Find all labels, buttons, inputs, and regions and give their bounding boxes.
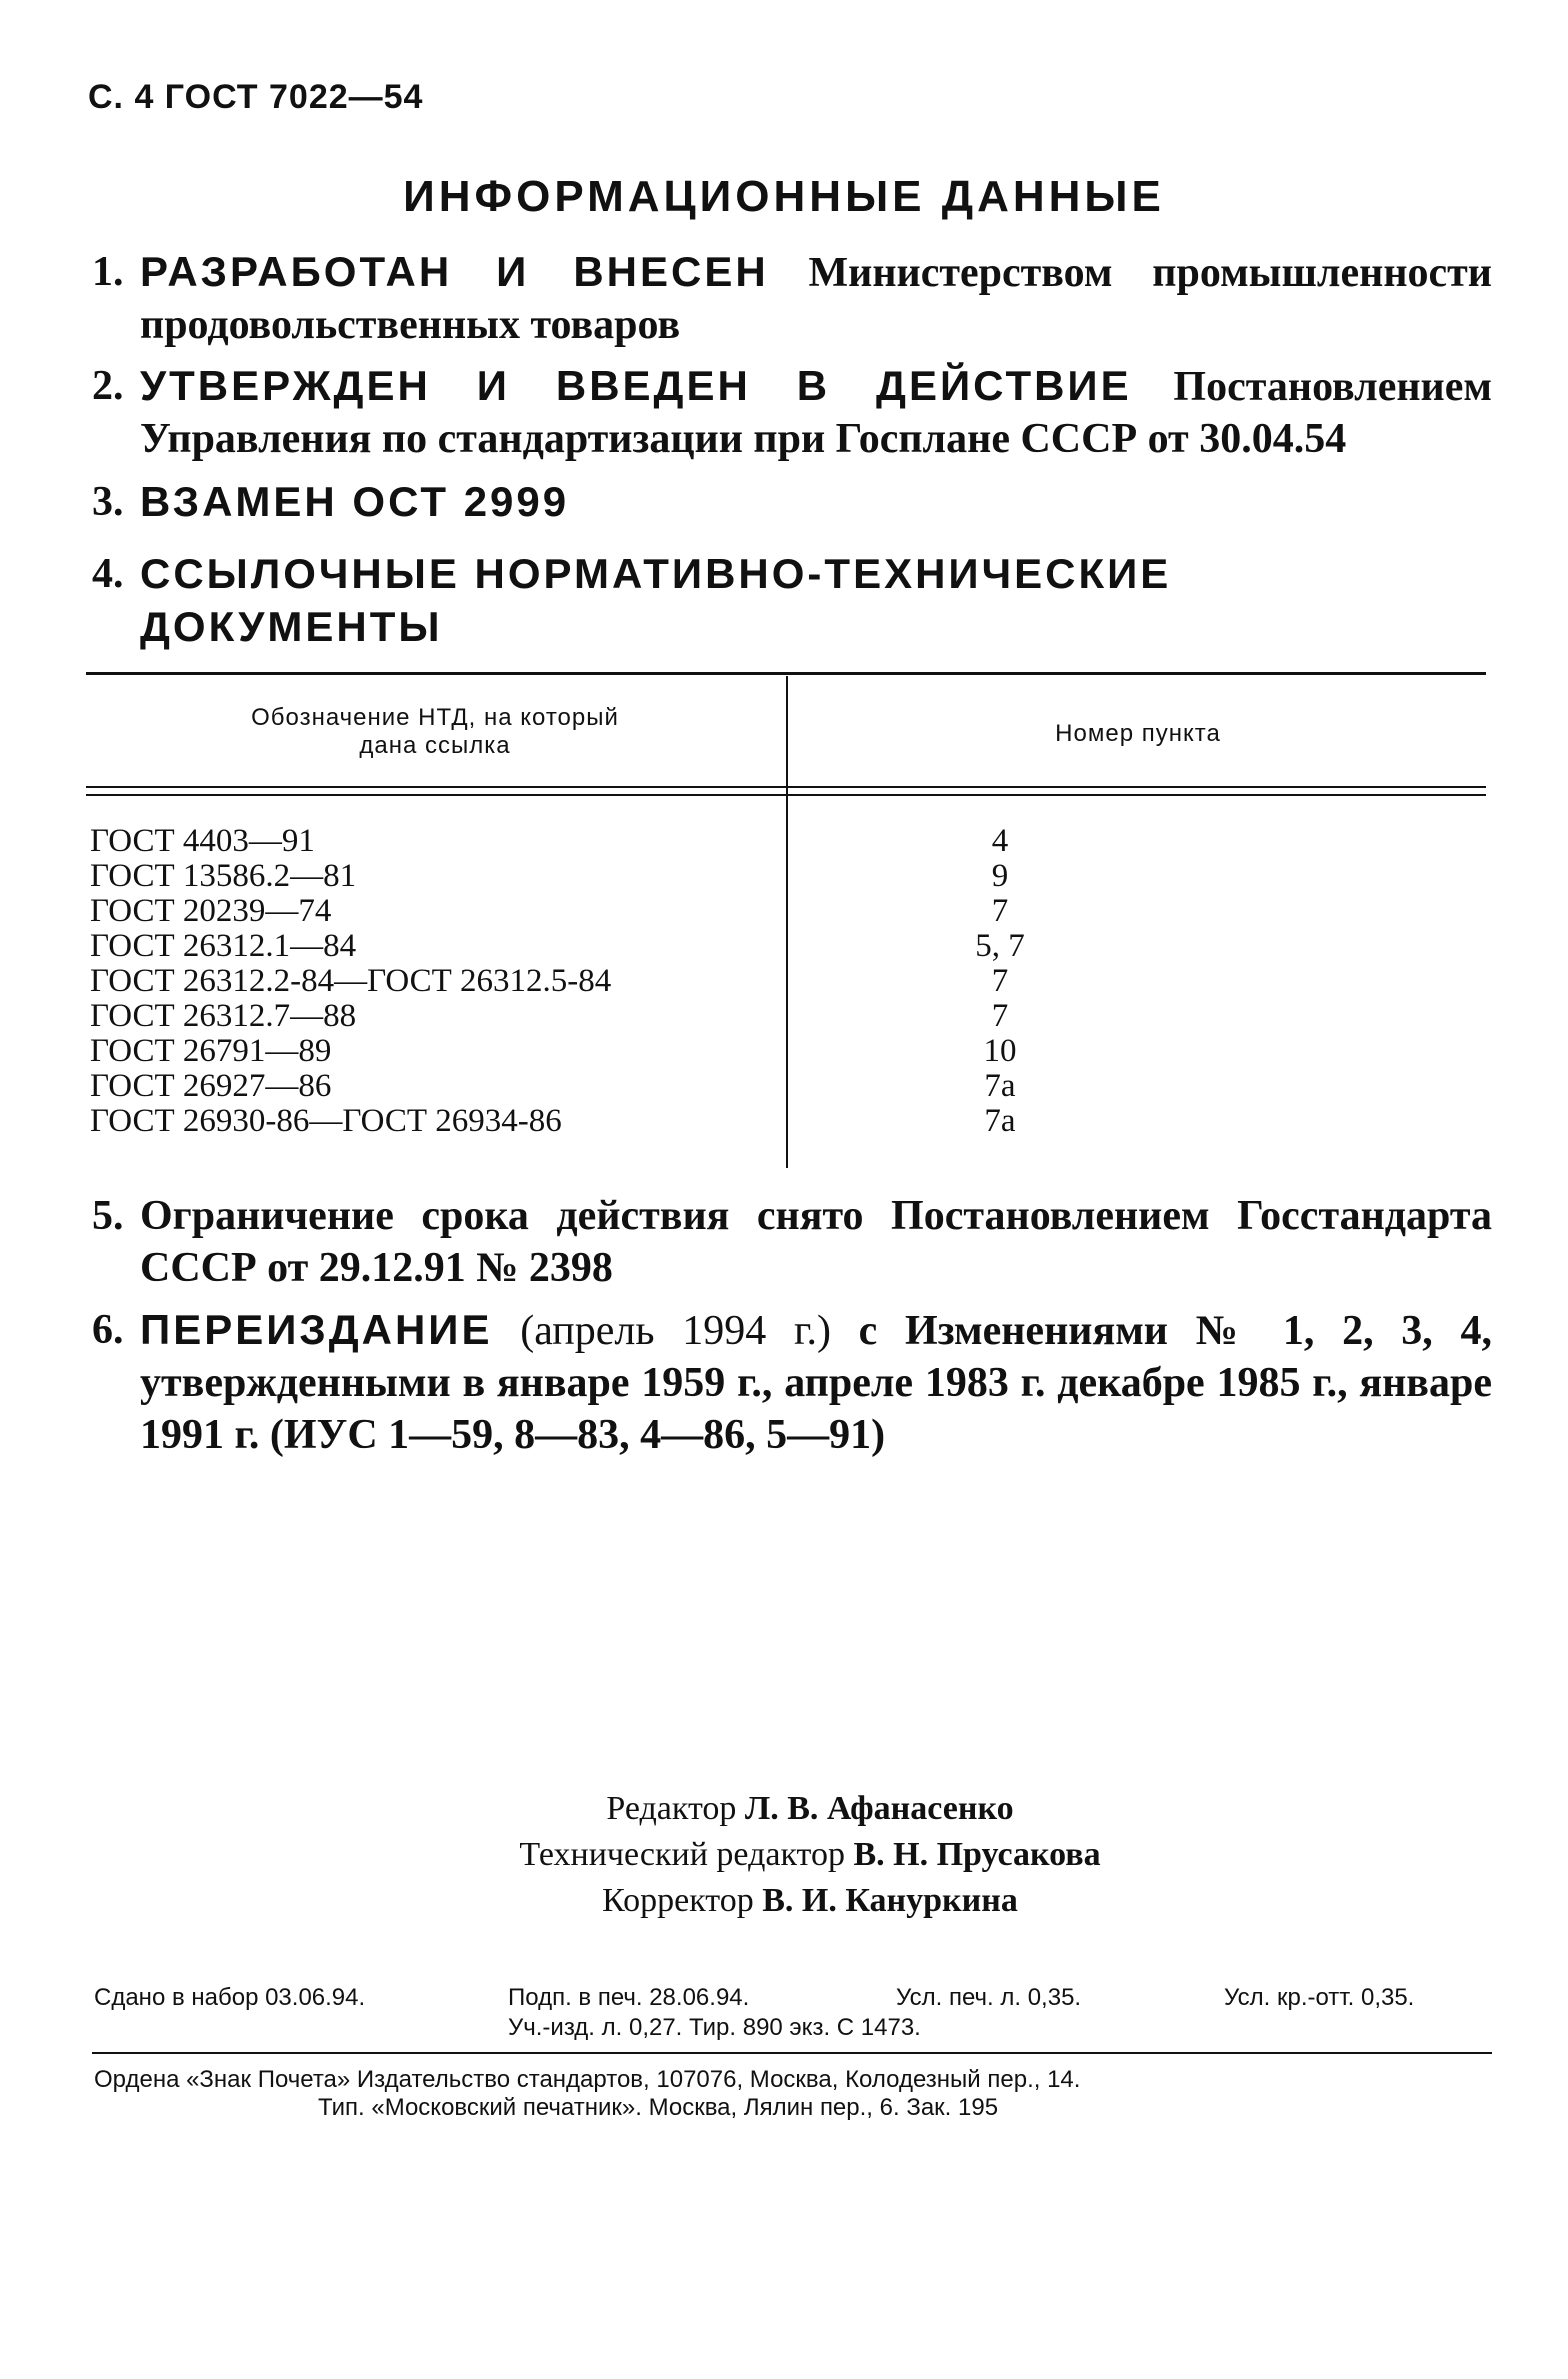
item-text: с Изменениями № 1, 2, 3, 4, утвержденными в январе 1959 г., апреле 1983 г. декабре 1985 г., январе 1991 г. (ИУС 1—59, 8—83, 4—86, 5—91) [140,1308,1493,1458]
item-lead: ПЕРЕИЗДАНИЕ [140,1306,493,1353]
table-row [90,1104,1440,1139]
item-number: 6. [92,1307,124,1353]
credit-role: Технический редактор [519,1836,845,1873]
table-row [90,1069,1440,1104]
clause-cell: 7а [984,1068,1016,1104]
credit-name: В. И. Кануркина [762,1882,1018,1919]
doc-cell: ГОСТ 26312.7—88 [90,998,357,1034]
table-row [90,929,1440,964]
doc-cell: ГОСТ 26791—89 [90,1033,332,1069]
credit-role: Корректор [602,1882,754,1919]
info-item-1 [92,246,1492,351]
table-header-rule-2 [86,794,1486,796]
doc-cell: ГОСТ 20239—74 [90,893,332,929]
credit-proofreader [440,1878,1180,1924]
imprint-color-prints: Усл. кр.-отт. 0,35. [1224,1984,1415,2011]
imprint-signed: Подп. в печ. 28.06.94. [508,1984,750,2011]
table-header-rule-1 [86,786,1486,788]
info-item-3 [92,476,1492,529]
info-item-2 [92,360,1492,465]
imprint-submitted: Сдано в набор 03.06.94. [94,1984,366,2011]
table-header-document [90,704,780,760]
imprint-publisher-sheets: Уч.-изд. л. 0,27. Тир. 890 экз. С 1473. [508,2014,921,2041]
header-line: дана ссылка [359,732,511,759]
imprint-rule [92,2052,1492,2054]
item-number: 1. [92,249,124,295]
doc-cell: ГОСТ 4403—91 [90,823,315,859]
clause-cell: 7а [984,1103,1016,1139]
table-row [90,894,1440,929]
info-item-4 [92,548,1492,654]
item-lead: ССЫЛОЧНЫЕ НОРМАТИВНО-ТЕХНИЧЕСКИЕ ДОКУМЕНТЫ [140,550,1172,650]
clause-cell: 10 [983,1033,1017,1069]
item-lead: РАЗРАБОТАН И ВНЕСЕН [140,248,769,295]
credit-name: В. Н. Прусакова [853,1836,1101,1873]
credit-role: Редактор [606,1790,737,1827]
clause-cell: 7 [991,963,1009,999]
clause-cell: 7 [991,893,1009,929]
table-body [90,824,1440,1139]
clause-cell: 9 [991,858,1009,894]
table-row [90,999,1440,1034]
clause-cell: 4 [991,823,1009,859]
imprint-print-sheets: Усл. печ. л. 0,35. [896,1984,1082,2011]
imprint-publisher: Ордена «Знак Почета» Издательство стандартов, 107076, Москва, Колодезный пер., 14. [94,2066,1081,2093]
info-item-6 [92,1304,1492,1461]
doc-cell: ГОСТ 26930-86—ГОСТ 26934-86 [90,1103,562,1139]
item-text: Министерством промышленности продовольственных товаров [140,250,1492,348]
item-date: (апрель 1994 г.) [520,1308,831,1354]
item-text: Ограничение срока действия снято Постановлением Госстандарта СССР от 29.12.91 № 2398 [140,1193,1492,1291]
credit-editor [440,1786,1180,1832]
doc-cell: ГОСТ 26927—86 [90,1068,332,1104]
clause-cell: 5, 7 [975,928,1025,964]
table-row [90,859,1440,894]
doc-cell: ГОСТ 26312.1—84 [90,928,357,964]
doc-cell: ГОСТ 26312.2-84—ГОСТ 26312.5-84 [90,963,612,999]
credits-block [440,1786,1180,1924]
running-head: С. 4 ГОСТ 7022—54 [88,78,424,116]
item-text: Постановлением Управления по стандартизации при Госплане СССР от 30.04.54 [140,364,1493,462]
imprint-printer: Тип. «Московский печатник». Москва, Лялин пер., 6. Зак. 195 [318,2094,999,2121]
section-title: ИНФОРМАЦИОННЫЕ ДАННЫЕ [403,172,1165,221]
table-row [90,1034,1440,1069]
table-top-rule [86,672,1486,675]
item-lead: УТВЕРЖДЕН И ВВЕДЕН В ДЕЙСТВИЕ [140,362,1132,409]
item-number: 2. [92,363,124,409]
table-header-clause: Номер пункта [1055,720,1221,747]
clause-cell: 7 [991,998,1009,1034]
table-row [90,964,1440,999]
credit-tech-editor [440,1832,1180,1878]
table-row [90,824,1440,859]
item-number: 5. [92,1193,124,1239]
item-lead: ВЗАМЕН ОСТ 2999 [140,478,570,525]
info-item-5 [92,1190,1492,1294]
header-line: Обозначение НТД, на который [251,704,619,731]
doc-cell: ГОСТ 13586.2—81 [90,858,357,894]
item-number: 4. [92,551,124,597]
credit-name: Л. В. Афанасенко [744,1790,1014,1827]
item-number: 3. [92,479,124,525]
